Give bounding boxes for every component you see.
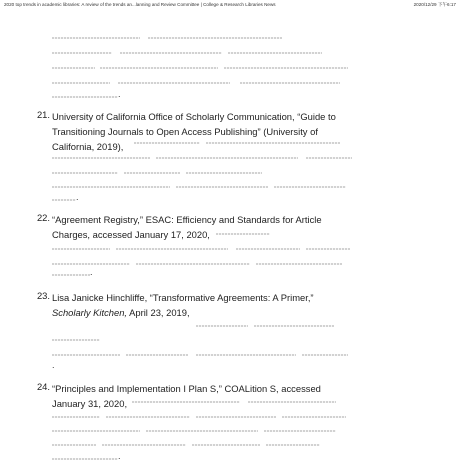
footnote-number: 23. (36, 290, 50, 301)
footnote-line: “Agreement Registry,” ESAC: Efficiency and Standards for Article (52, 214, 322, 225)
journal-title: Scholarly Kitchen, (52, 307, 128, 318)
header-timestamp: 2020/12/29 下午6:17 (413, 2, 456, 7)
footnote-number: 22. (36, 212, 50, 223)
footnote-text (52, 290, 372, 320)
footnote-line: University of California Office of Scholarly Communication, “Guide to (52, 111, 336, 122)
period-mark: . (118, 451, 121, 461)
footnote-line: California, 2019), (52, 141, 124, 152)
header-title: 2020 top trends in academic libraries: A review of the trends an...lanning and Review Committee | College & Research Libraries News (4, 2, 276, 7)
period-mark: . (90, 267, 93, 277)
footnote-line: January 31, 2020, (52, 398, 128, 409)
footnote-line: Charges, accessed January 17, 2020, (52, 229, 210, 240)
publication-date: April 23, 2019, (127, 307, 190, 318)
footnote-line: Lisa Janicke Hinchliffe, “Transformative Agreements: A Primer,” (52, 292, 314, 303)
period-mark: . (118, 89, 121, 99)
footnote-text (52, 381, 372, 411)
footnote-line: Transitioning Journals to Open Access Publishing” (University of (52, 126, 318, 137)
footnote-text (52, 212, 372, 242)
footnote-number: 21. (36, 109, 50, 120)
period-mark: . (76, 192, 79, 202)
footnote-text (52, 109, 372, 154)
footnote-number: 24. (36, 381, 50, 392)
footnote-line: “Principles and Implementation I Plan S,” COALition S, accessed (52, 383, 321, 394)
footnote-line (52, 305, 372, 320)
period-mark: . (52, 360, 55, 370)
